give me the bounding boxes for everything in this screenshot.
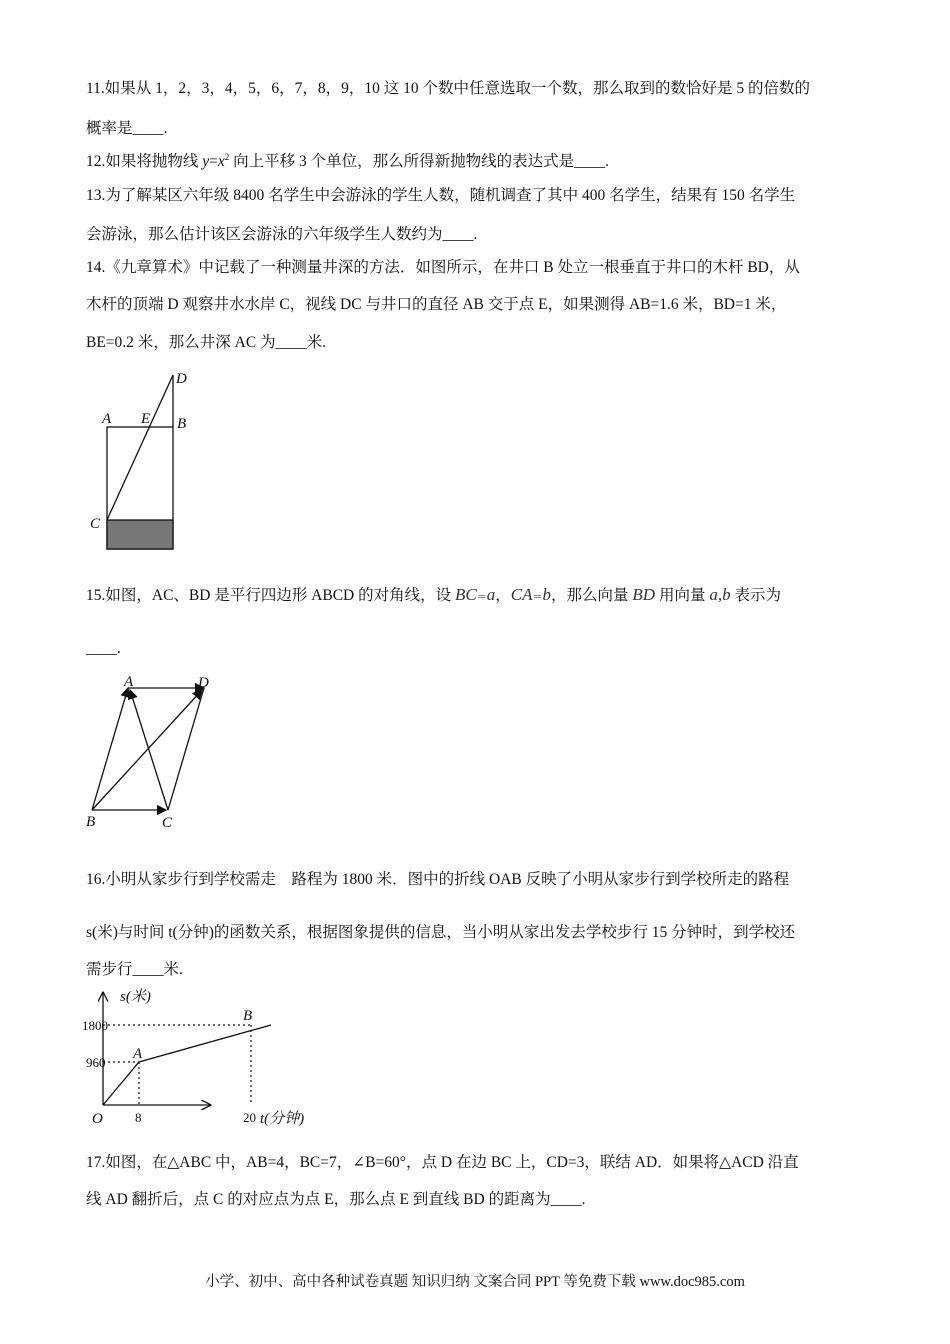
equals: = [209,153,218,170]
origin-label: O [92,1111,103,1127]
distance-time-graph [80,985,340,1130]
q15-text-c: 用向量 [655,587,710,604]
y-axis-label: s(米) [120,989,151,1005]
comma: ， [495,587,511,604]
x-tick-8: 8 [135,1110,142,1125]
q16-line2: s(米)与时间 t(分钟)的函数关系，根据图象提供的信息，当小明从家出发去学校步行 15 分钟时，到学校还 [86,924,796,941]
q15-line1 [86,583,781,605]
x-axis-label: t(分钟) [260,1111,305,1127]
label-a: A [102,411,112,427]
q14-line3: BE=0.2 米，那么井深 AC 为____米. [86,334,326,351]
q15-text-d: 表示为 [730,587,781,604]
vector-ca: CA [510,585,533,604]
vector-a: a [486,585,496,604]
y-tick-1800: 1800 [82,1018,108,1033]
well-figure [80,360,210,560]
label-b: B [86,814,96,830]
q15-text-a: 15.如图，AC、BD 是平行四边形 ABCD 的对角线，设 [86,587,456,604]
q14-line1: 14.《九章算术》中记载了一种测量井深的方法．如图所示，在井口 B 处立一根垂直于井口的木杆 BD，从 [86,259,800,276]
point-b-label: B [243,1008,253,1024]
q11-line1: 11.如果从 1，2，3，4，5，6，7，8，9，10 这 10 个数中任意选取一个数，那么取到的数恰好是 5 的倍数的 [86,80,811,97]
diag-ca [130,690,168,810]
water [107,520,173,549]
path-oab [103,1025,271,1105]
q17-line2: 线 AD 翻折后，点 C 的对应点为点 E，那么点 E 到直线 BD 的距离为____. [86,1191,586,1208]
q12-line [86,149,609,171]
label-d: D [198,675,209,691]
line-dc [107,375,173,520]
var-y: y [202,153,210,170]
vector-b: b [542,585,551,604]
label-e: E [141,411,151,427]
q16-line1: 16.小明从家步行到学校需走 路程为 1800 米．图中的折线 OAB 反映了小明从家步行到学校所走的路程 [86,871,790,888]
q13-line2: 会游泳，那么估计该区会游泳的六年级学生人数约为____. [86,226,478,243]
label-c: C [90,516,101,532]
var-x: x [217,153,225,170]
q14-line2: 木杆的顶端 D 观察井水水岸 C，视线 DC 与井口的直径 AB 交于点 E，如果测得 AB=1.6 米，BD=1 米， [86,296,787,313]
vector-bc: BC [455,585,477,604]
vectors-ab: a,b [709,585,731,604]
q17-line1: 17.如图，在△ABC 中，AB=4，BC=7，∠B=60°，点 D 在边 BC 上，CD=3，联结 AD．如果将△ACD 沿直 [86,1154,799,1171]
label-d: D [176,371,187,387]
footer: 小学、初中、高中各种试卷真题 知识归纳 文案合同 PPT 等免费下载 www.doc985.com [205,1274,745,1290]
x-tick-20: 20 [243,1110,256,1125]
q15-line2: ____. [86,640,121,657]
q12-text-a: 12.如果将抛物线 [86,153,203,170]
q16-line3: 需步行____米. [86,961,183,978]
equals: ＝ [476,592,487,603]
label-b: B [177,416,187,432]
vector-bd: BD [632,585,656,604]
side-dc [168,688,204,810]
q12-text-b: 向上平移 3 个单位，那么所得新抛物线的表达式是____. [229,153,610,170]
exponent: 2 [224,151,230,162]
side-ba [92,688,128,810]
q13-line1: 13.为了解某区六年级 8400 名学生中会游泳的学生人数，随机调查了其中 400 名学生，结果有 150 名学生 [86,187,796,204]
point-a-label: A [133,1046,143,1062]
parallelogram-figure [80,670,230,835]
q15-text-b: ，那么向量 [551,587,633,604]
q11-line2: 概率是____. [86,120,168,137]
equals: ＝ [532,592,543,603]
label-a: A [124,674,134,690]
y-tick-960: 960 [86,1055,106,1070]
label-c: C [162,815,173,831]
